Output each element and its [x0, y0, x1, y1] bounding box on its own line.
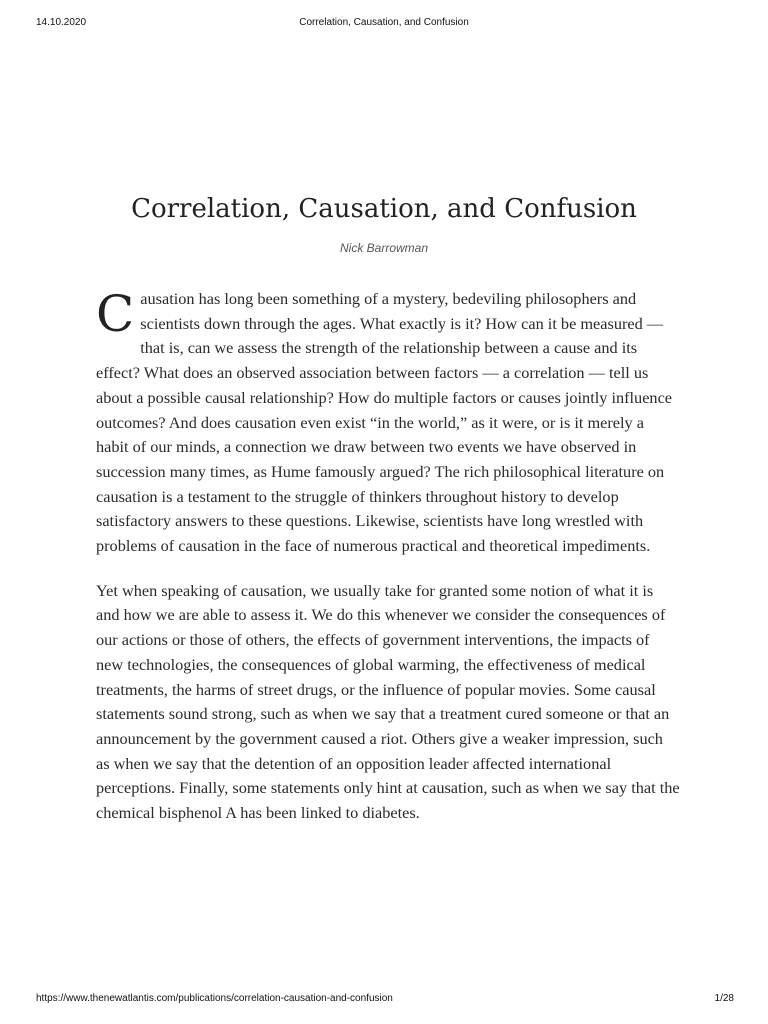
source-url: https://www.thenewatlantis.com/publications/correlation-causation-and-confusion: [36, 993, 393, 1004]
print-date: 14.10.2020: [36, 17, 87, 28]
article-title: Correlation, Causation, and Confusion: [131, 194, 637, 224]
author-byline: Nick Barrowman: [339, 241, 429, 255]
article-body: [96, 287, 680, 846]
paragraph-1-text: ausation has long been something of a mystery, bedeviling philosophers and scientists down through the ages. What exactly is it? How can it be measured — that is, can we assess the strength of the relationship between a cause and its effect? What does an observed association between factors — a correlation — tell us about a possible causal relationship? How do multiple factors or causes jointly influence outcomes? And does causation even exist “in the world,” as it were, or is it merely a habit of our minds, a connection we draw between two events we have observed in succession many times, as Hume famously argued? The rich philosophical literature on causation is a testament to the struggle of thinkers throughout history to develop satisfactory answers to these questions. Likewise, scientists have long wrestled with problems of causation in the face of numerous practical and theoretical impediments.: [96, 289, 673, 556]
print-header: [0, 17, 768, 31]
paragraph-1: [96, 287, 680, 559]
page-number: 1/28: [714, 993, 734, 1004]
print-page-title: Correlation, Causation, and Confusion: [299, 17, 469, 28]
print-footer: [0, 993, 768, 1007]
drop-cap: C: [96, 285, 135, 343]
paragraph-2: Yet when speaking of causation, we usually take for granted some notion of what it is and how we are able to assess it. We do this whenever we consider the consequences of our actions or those of others, the effects of government interventions, the impacts of new technologies, the consequences of global warming, the effectiveness of medical treatments, the harms of street drugs, or the influence of popular movies. Some causal statements sound strong, such as when we say that a treatment cured someone or that an announcement by the government caused a riot. Others give a weaker impression, such as when we say that the detention of an opposition leader affected international perceptions. Finally, some statements only hint at causation, such as when we say that the chemical bisphenol A has been linked to diabetes.: [96, 580, 680, 823]
